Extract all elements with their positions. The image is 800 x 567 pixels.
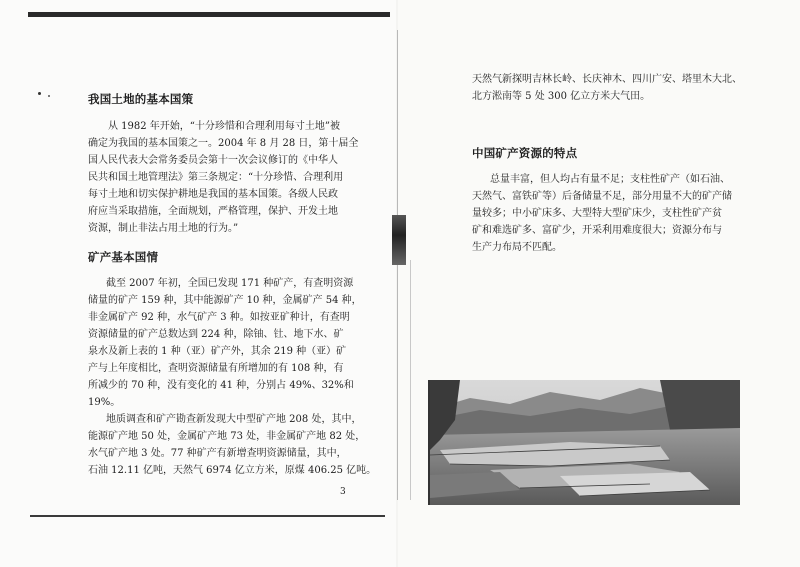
gutter-line <box>397 30 398 500</box>
page-number: 3 <box>340 487 346 497</box>
paragraph-continuation <box>472 71 742 105</box>
text-line: 民共和国土地管理法》第三条规定：“十分珍惜、合理利用 <box>88 172 344 183</box>
section-title-land-policy: 我国土地的基本国策 <box>88 92 194 106</box>
text-line: 截至 2007 年初，全国已发现 171 种矿产，有查明资源 <box>106 278 354 289</box>
text-line: 天然气、富铁矿等）后备储量不足，部分用量不大的矿产储 <box>472 191 732 202</box>
text-line: 北方淞南等 5 处 300 亿立方米大气田。 <box>472 91 651 102</box>
scan-speck <box>48 95 50 97</box>
text-line: 从 1982 年开始，“十分珍惜和合理利用每寸土地”被 <box>108 121 341 132</box>
gutter-shadow <box>392 215 406 265</box>
text-line: 水气矿产地 3 处。77 种矿产有新增查明资源储量，其中， <box>88 448 347 459</box>
landscape-photo-graphic <box>430 380 740 505</box>
text-line: 所减少的 70 种，没有变化的 41 种，分别占 49%、32%和 <box>88 380 354 391</box>
text-line: 非金属矿产 92 种，水气矿产 3 种。如按亚矿种计，有查明 <box>88 312 350 323</box>
text-line: 每寸土地和切实保护耕地是我国的基本国策。各级人民政 <box>88 189 338 200</box>
text-line: 国人民代表大会常务委员会第十一次会议修订的《中华人 <box>88 155 338 166</box>
text-line: 天然气新探明吉林长岭、长庆神木、四川广安、塔里木大北、 <box>472 74 742 85</box>
text-line: 总量丰富，但人均占有量不足；支柱性矿产（如石油、 <box>490 174 730 185</box>
text-line: 泉水及新上表的 1 种（亚）矿产外，其余 219 种（亚）矿 <box>88 346 347 357</box>
section-title-mineral-features: 中国矿产资源的特点 <box>472 146 578 160</box>
top-rule <box>28 12 390 17</box>
landscape-photo <box>428 380 740 505</box>
paragraph-mineral-features <box>472 171 742 256</box>
text-line: 府应当采取措施，全面规划，严格管理，保护、开发土地 <box>88 206 338 217</box>
paragraph-land-policy <box>88 118 359 237</box>
text-line: 资源储量的矿产总数达到 224 种，除铀、钍、地下水、矿 <box>88 329 344 340</box>
text-line: 资源，制止非法占用土地的行为。” <box>88 223 239 234</box>
paragraph-mineral-situation <box>88 275 377 479</box>
text-line: 地质调查和矿产勘查新发现大中型矿产地 208 处，其中， <box>106 414 362 425</box>
text-line: 矿和难选矿多、富矿少，开采利用难度很大；资源分布与 <box>472 225 722 236</box>
text-line: 19%。 <box>88 397 121 408</box>
scan-speck <box>38 92 41 95</box>
bottom-rule <box>30 515 385 517</box>
text-line: 量较多；中小矿床多、大型特大型矿床少，支柱性矿产贫 <box>472 208 722 219</box>
section-title-mineral-situation: 矿产基本国情 <box>88 250 159 264</box>
gutter-line-inner <box>410 260 411 500</box>
text-line: 确定为我国的基本国策之一。2004 年 8 月 28 日，第十届全 <box>88 138 359 149</box>
text-line: 能源矿产地 50 处，金属矿产地 73 处，非金属矿产地 82 处， <box>88 431 366 442</box>
text-line: 储量的矿产 159 种，其中能源矿产 10 种，金属矿产 54 种， <box>88 295 362 306</box>
text-line: 产与上年度相比，查明资源储量有所增加的有 108 种，有 <box>88 363 344 374</box>
text-line: 生产力布局不匹配。 <box>472 242 562 253</box>
text-line: 石油 12.11 亿吨，天然气 6974 亿立方米，原煤 406.25 亿吨。 <box>88 465 377 476</box>
